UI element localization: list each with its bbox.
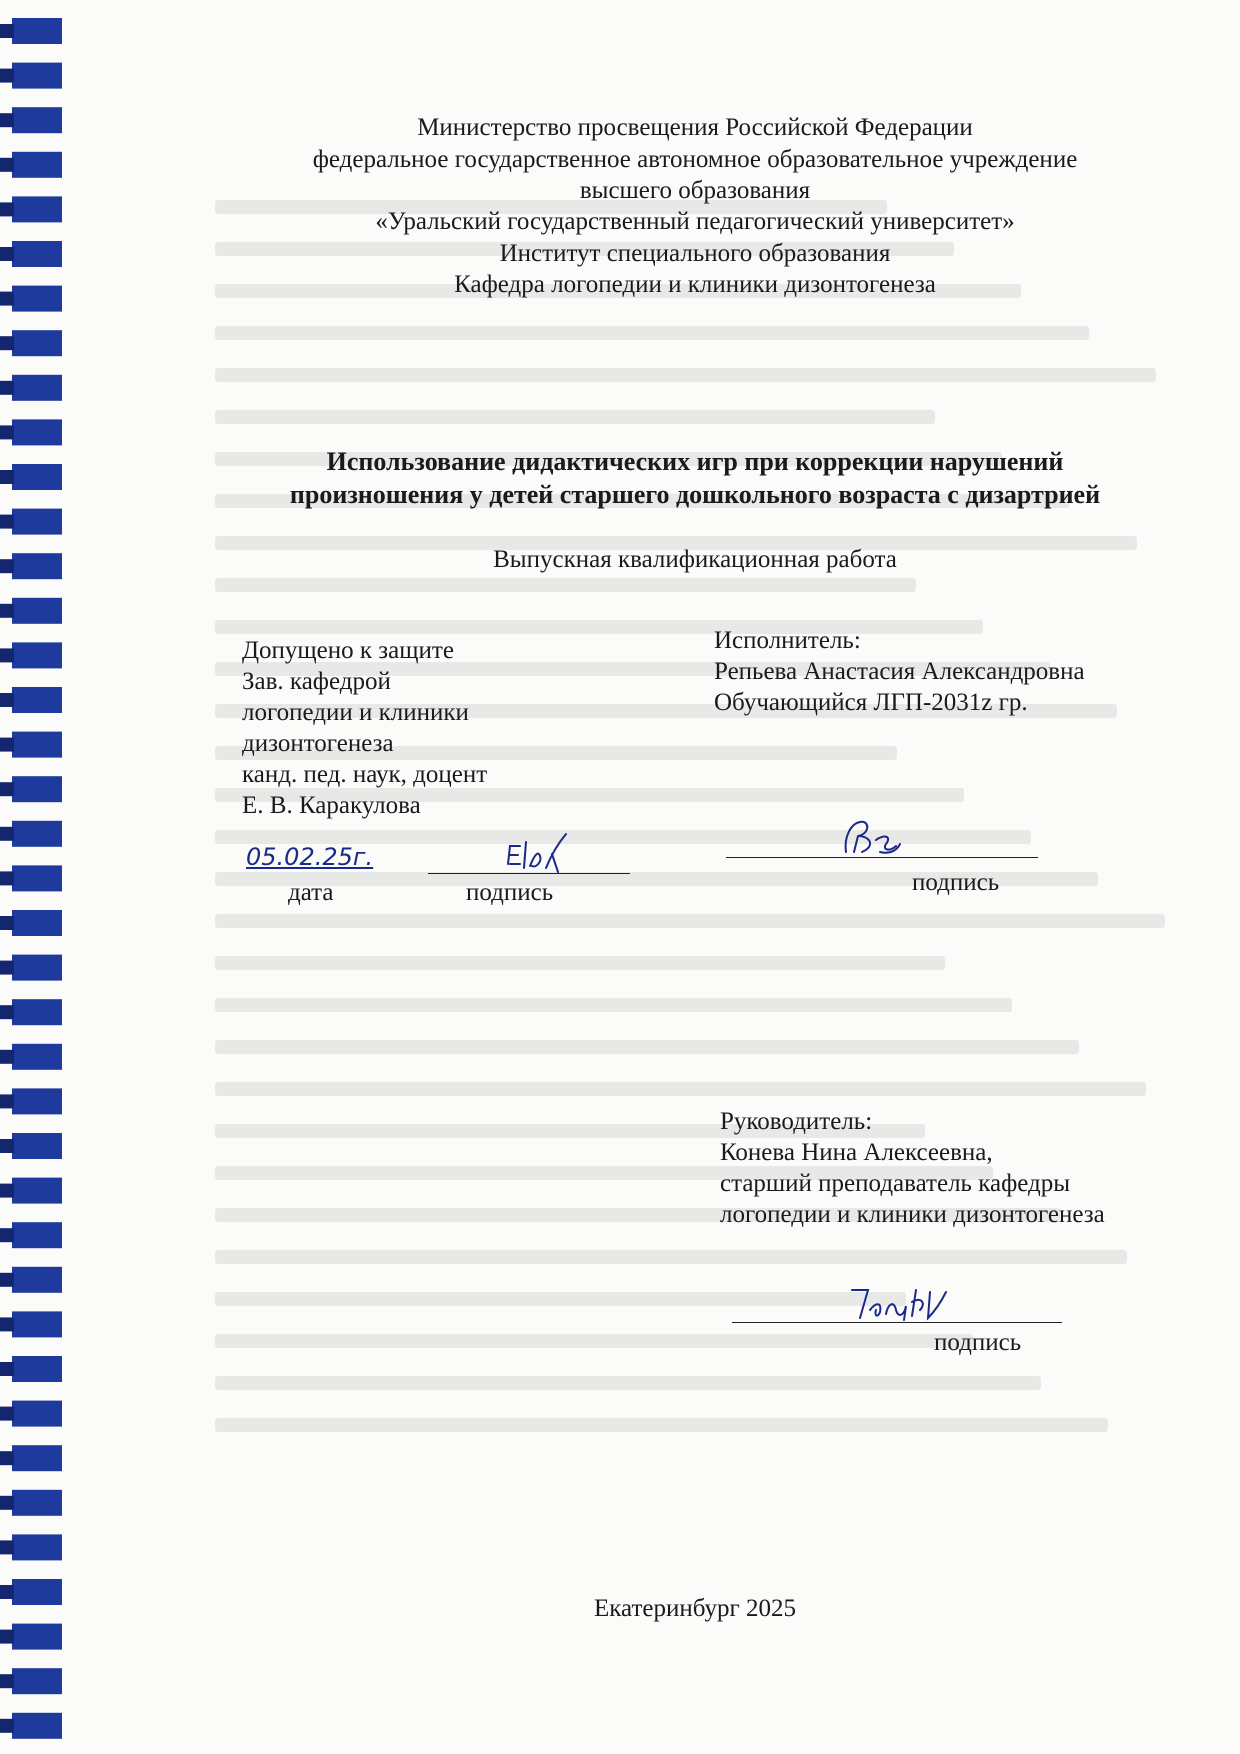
supervisor-position: старший преподаватель кафедры [720, 1170, 1071, 1197]
binding-tooth [12, 642, 62, 668]
date-label: дата [288, 879, 334, 906]
binding-tooth [12, 999, 62, 1025]
supervisor-signature-label: подпись [934, 1329, 1022, 1356]
handwritten-date: 05.02.25г. [246, 843, 374, 871]
show-through-line [215, 1292, 906, 1306]
show-through-line [215, 326, 1089, 340]
binding-tooth [12, 732, 62, 758]
binding-tooth [12, 1088, 62, 1114]
binding-hole [0, 693, 14, 707]
department-name: Кафедра логопедии и клиники дизонтогенеза [454, 271, 936, 298]
show-through-line [215, 1418, 1108, 1432]
show-through-line [215, 578, 916, 592]
binding-hole [0, 1139, 14, 1153]
binding-tooth [12, 1668, 62, 1694]
binding-hole [0, 1407, 14, 1421]
binding-tooth [12, 1311, 62, 1337]
binding-hole [0, 827, 14, 841]
supervisor-label: Руководитель: [720, 1108, 873, 1135]
binding-hole [0, 1094, 14, 1108]
show-through-line [215, 956, 945, 970]
show-through-line [215, 410, 935, 424]
binding-hole [0, 1317, 14, 1331]
binding-hole [0, 1674, 14, 1688]
binding-hole [0, 1496, 14, 1510]
binding-tooth [12, 776, 62, 802]
show-through-line [215, 1376, 1041, 1390]
binding-hole [0, 1362, 14, 1376]
binding-hole [0, 782, 14, 796]
show-through-line [215, 830, 1031, 844]
binding-hole [0, 648, 14, 662]
binding-tooth [12, 1133, 62, 1159]
binding-hole [0, 1184, 14, 1198]
binding-hole [0, 738, 14, 752]
binding-tooth [12, 1713, 62, 1739]
binding-tooth [12, 18, 62, 44]
binding-tooth [12, 1490, 62, 1516]
show-through-line [215, 368, 1156, 382]
show-through-line [215, 1250, 1127, 1264]
city-year: Екатеринбург 2025 [593, 1595, 797, 1622]
thesis-title-line-2: произношения у детей старшего дошкольного возраста с дизартрией [289, 480, 1101, 509]
head-name: Е. В. Каракулова [242, 792, 421, 819]
executor-name: Репьева Анастасия Александровна [714, 658, 1085, 685]
binding-hole [0, 1451, 14, 1465]
binding-hole [0, 69, 14, 83]
binding-tooth [12, 1222, 62, 1248]
show-through-line [215, 1040, 1079, 1054]
academic-degree: канд. пед. наук, доцент [242, 761, 488, 788]
binding-tooth [12, 419, 62, 445]
executor-label: Исполнитель: [714, 627, 861, 654]
admission-signature [500, 828, 580, 880]
department-line-1: логопедии и клиники [242, 699, 469, 726]
binding-hole [0, 871, 14, 885]
binding-hole [0, 1630, 14, 1644]
binding-tooth [12, 1178, 62, 1204]
binding-tooth [12, 598, 62, 624]
binding-tooth [12, 821, 62, 847]
head-of-department-label: Зав. кафедрой [242, 668, 391, 695]
binding-hole [0, 336, 14, 350]
binding-tooth [12, 865, 62, 891]
binding-tooth [12, 1445, 62, 1471]
binding-hole [0, 961, 14, 975]
binding-tooth [12, 1044, 62, 1070]
show-through-line [215, 914, 1165, 928]
binding-tooth [12, 1401, 62, 1427]
admission-label: Допущено к защите [242, 637, 454, 664]
university-name: «Уральский государственный педагогический университет» [375, 208, 1015, 235]
supervisor-department: логопедии и клиники дизонтогенеза [720, 1201, 1105, 1228]
supervisor-name: Конева Нина Алексеевна, [720, 1139, 993, 1166]
binding-hole [0, 425, 14, 439]
binding-tooth [12, 910, 62, 936]
binding-tooth [12, 63, 62, 89]
supervisor-signature [846, 1280, 956, 1326]
binding-hole [0, 1273, 14, 1287]
executor-signature [836, 812, 906, 862]
work-type: Выпускная квалификационная работа [493, 546, 897, 573]
binding-tooth [12, 1356, 62, 1382]
binding-hole [0, 24, 14, 38]
binding-hole [0, 916, 14, 930]
binding-tooth [12, 1534, 62, 1560]
thesis-title-line-1: Использование дидактических игр при коррекции нарушений [326, 447, 1064, 476]
executor-group: Обучающийся ЛГП-2031z гр. [714, 689, 1028, 716]
binding-tooth [12, 955, 62, 981]
binding-hole [0, 1228, 14, 1242]
binding-tooth [12, 509, 62, 535]
department-line-2: дизонтогенеза [242, 730, 394, 757]
show-through-line [215, 998, 1012, 1012]
binding-hole [0, 515, 14, 529]
binding-hole [0, 1050, 14, 1064]
institution-type-line: федеральное государственное автономное образовательное учреждение [312, 146, 1078, 173]
ministry-line: Министерство просвещения Российской Федерации [417, 114, 973, 141]
show-through-line [215, 1334, 973, 1348]
binding-tooth [12, 1624, 62, 1650]
institute-name: Институт специального образования [499, 240, 891, 267]
admission-signature-label: подпись [466, 879, 554, 906]
binding-tooth [12, 330, 62, 356]
executor-signature-label: подпись [912, 869, 1000, 896]
binding-hole [0, 1719, 14, 1733]
show-through-line [215, 1082, 1146, 1096]
binding-tooth [12, 375, 62, 401]
binding-hole [0, 604, 14, 618]
show-through-line [215, 620, 983, 634]
binding-hole [0, 1540, 14, 1554]
binding-hole [0, 381, 14, 395]
binding-tooth [12, 1267, 62, 1293]
binding-hole [0, 1005, 14, 1019]
education-level-line: высшего образования [579, 177, 811, 204]
binding-tooth [12, 687, 62, 713]
